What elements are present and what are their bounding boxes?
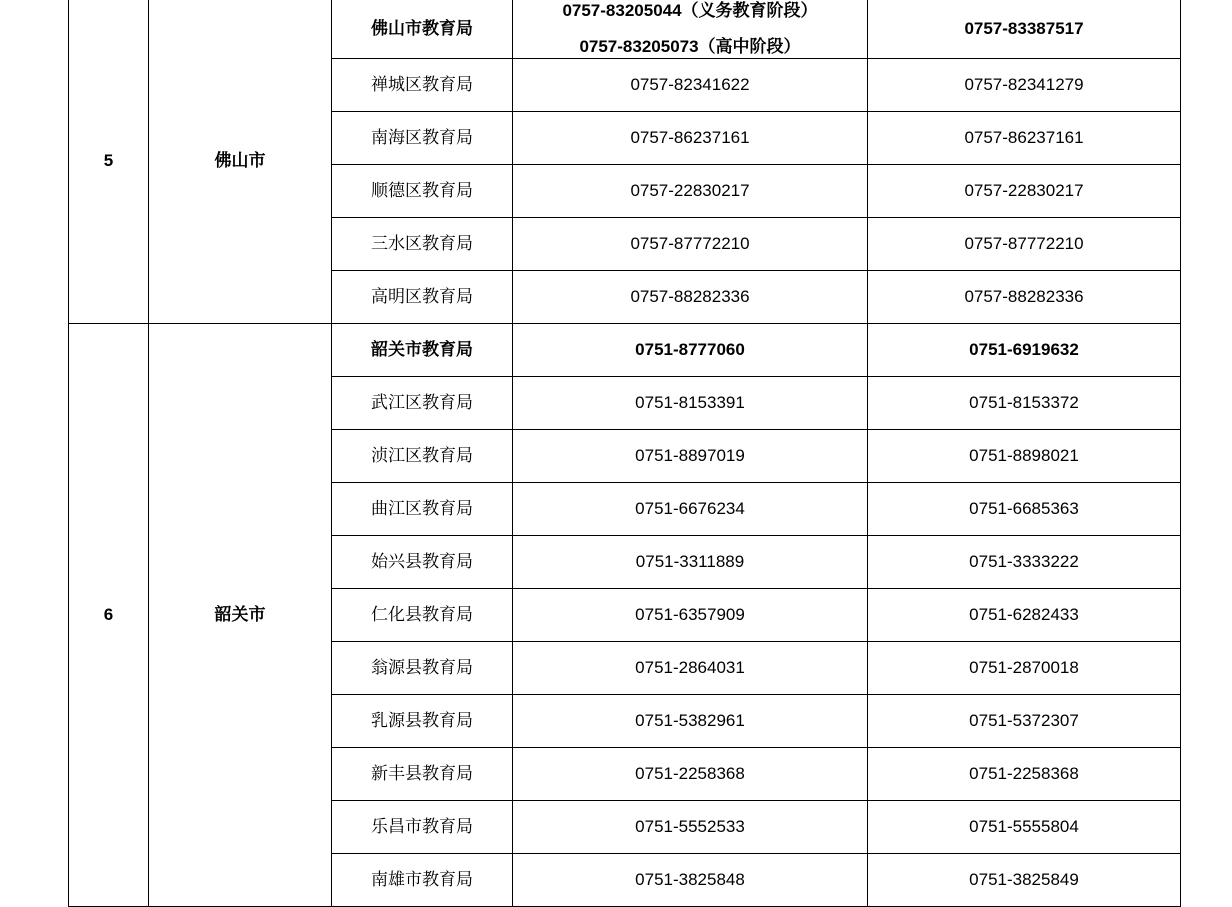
phone-line: 0757-83205073（高中阶段）	[579, 37, 801, 57]
phone-primary-lines	[513, 0, 867, 58]
bureau-name-cell: 顺德区教育局	[332, 165, 513, 218]
bureau-name-cell: 南海区教育局	[332, 112, 513, 165]
bureau-name-cell: 新丰县教育局	[332, 748, 513, 801]
phone-secondary-cell: 0751-6282433	[868, 589, 1181, 642]
phone-primary-cell: 0751-6676234	[513, 483, 868, 536]
phone-primary-cell: 0751-8897019	[513, 430, 868, 483]
bureau-name-cell: 翁源县教育局	[332, 642, 513, 695]
phone-secondary-cell: 0751-3825849	[868, 854, 1181, 907]
bureau-name-cell: 仁化县教育局	[332, 589, 513, 642]
phone-primary-cell: 0757-88282336	[513, 271, 868, 324]
table-row	[69, 324, 1181, 377]
phone-secondary-cell: 0751-2258368	[868, 748, 1181, 801]
phone-primary-cell: 0751-3311889	[513, 536, 868, 589]
phone-secondary-cell: 0757-83387517	[868, 0, 1181, 59]
phone-secondary-cell: 0751-5372307	[868, 695, 1181, 748]
phone-line: 0757-83205044（义务教育阶段）	[562, 1, 818, 20]
bureau-name-cell: 武江区教育局	[332, 377, 513, 430]
phone-secondary-cell: 0751-5555804	[868, 801, 1181, 854]
bureau-name-cell: 乐昌市教育局	[332, 801, 513, 854]
phone-primary-cell: 0751-5552533	[513, 801, 868, 854]
phone-primary-cell: 0751-2864031	[513, 642, 868, 695]
bureau-name-cell: 韶关市教育局	[332, 324, 513, 377]
city-name-cell: 韶关市	[149, 324, 332, 907]
phone-primary-cell: 0757-87772210	[513, 218, 868, 271]
phone-primary-cell: 0751-5382961	[513, 695, 868, 748]
bureau-name-cell: 始兴县教育局	[332, 536, 513, 589]
bureau-name-cell: 南雄市教育局	[332, 854, 513, 907]
bureau-name-cell: 高明区教育局	[332, 271, 513, 324]
phone-primary-cell: 0751-3825848	[513, 854, 868, 907]
phone-primary-cell: 0751-6357909	[513, 589, 868, 642]
phone-secondary-cell: 0751-3333222	[868, 536, 1181, 589]
bureau-name-cell: 佛山市教育局	[332, 0, 513, 59]
bureau-name-cell: 禅城区教育局	[332, 59, 513, 112]
table-row	[69, 0, 1181, 59]
phone-primary-cell: 0757-82341622	[513, 59, 868, 112]
phone-secondary-cell: 0757-87772210	[868, 218, 1181, 271]
row-index-cell: 5	[69, 0, 149, 324]
phone-primary-cell: 0757-86237161	[513, 112, 868, 165]
phone-secondary-cell: 0751-6919632	[868, 324, 1181, 377]
phone-primary-cell: 0751-8777060	[513, 324, 868, 377]
phone-primary-cell: 0751-2258368	[513, 748, 868, 801]
phone-secondary-cell: 0751-6685363	[868, 483, 1181, 536]
city-name-cell: 佛山市	[149, 0, 332, 324]
phone-secondary-cell: 0757-82341279	[868, 59, 1181, 112]
table-body	[69, 0, 1181, 907]
phone-secondary-cell: 0757-86237161	[868, 112, 1181, 165]
phone-secondary-cell: 0751-8153372	[868, 377, 1181, 430]
bureau-name-cell: 乳源县教育局	[332, 695, 513, 748]
phone-secondary-cell: 0757-88282336	[868, 271, 1181, 324]
phone-secondary-cell: 0751-8898021	[868, 430, 1181, 483]
phone-secondary-cell: 0757-22830217	[868, 165, 1181, 218]
bureau-name-cell: 三水区教育局	[332, 218, 513, 271]
bureau-name-cell: 曲江区教育局	[332, 483, 513, 536]
row-index-cell: 6	[69, 324, 149, 907]
phone-primary-cell: 0751-8153391	[513, 377, 868, 430]
phone-primary-cell: 0757-22830217	[513, 165, 868, 218]
phone-primary-cell	[513, 0, 868, 59]
phone-secondary-cell: 0751-2870018	[868, 642, 1181, 695]
education-bureau-contact-table	[68, 0, 1181, 907]
bureau-name-cell: 浈江区教育局	[332, 430, 513, 483]
